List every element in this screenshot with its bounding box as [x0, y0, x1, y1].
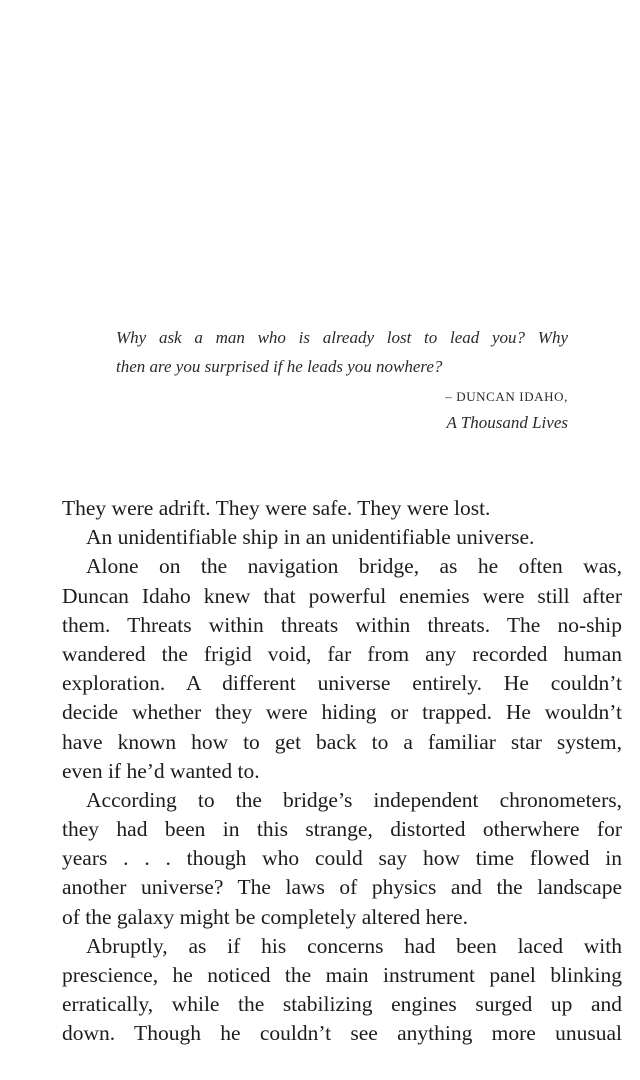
epigraph-line: then are you surprised if he leads you nowhere? [116, 357, 443, 376]
epigraph [116, 323, 568, 437]
text-line: another universe? The laws of physics and the landscape [62, 875, 622, 900]
epigraph-line: Why ask a man who is already lost to lead you? Why [116, 328, 568, 347]
text-line: exploration. A different universe entirely. He couldn’t [62, 671, 622, 696]
text-line: An unidentifiable ship in an unidentifiable universe. [86, 525, 535, 550]
text-line: decide whether they were hiding or trapped. He wouldn’t [62, 700, 622, 725]
text-line: have known how to get back to a familiar star system, [62, 729, 622, 754]
text-line: Abruptly, as if his concerns had been laced with [86, 933, 622, 958]
text-line: of the galaxy might be completely altered here. [62, 904, 468, 929]
epigraph-attribution [116, 385, 568, 437]
text-line: Alone on the navigation bridge, as he often was, [86, 554, 622, 579]
text-line: erratically, while the stabilizing engines surged up and [62, 992, 622, 1017]
text-line: prescience, he noticed the main instrument panel blinking [62, 963, 622, 987]
text-line: years . . . though who could say how time flowed in [62, 846, 622, 871]
text-line: them. Threats within threats within threats. The no-ship [62, 612, 622, 637]
attribution-author: – DUNCAN IDAHO, [445, 389, 568, 404]
chapter-body-text [62, 494, 622, 1049]
text-line: down. Though he couldn’t see anything more unusual [62, 1021, 622, 1046]
text-line: According to the bridge’s independent chronometers, [86, 787, 622, 812]
text-line: They were adrift. They were safe. They were lost. [62, 496, 491, 520]
text-line: they had been in this strange, distorted otherwhere for [62, 817, 622, 842]
attribution-source-title: A Thousand Lives [446, 413, 568, 432]
text-line: even if he’d wanted to. [62, 758, 260, 783]
text-line: wandered the frigid void, far from any recorded human [62, 641, 622, 666]
text-line: Duncan Idaho knew that powerful enemies were still after [62, 583, 622, 608]
